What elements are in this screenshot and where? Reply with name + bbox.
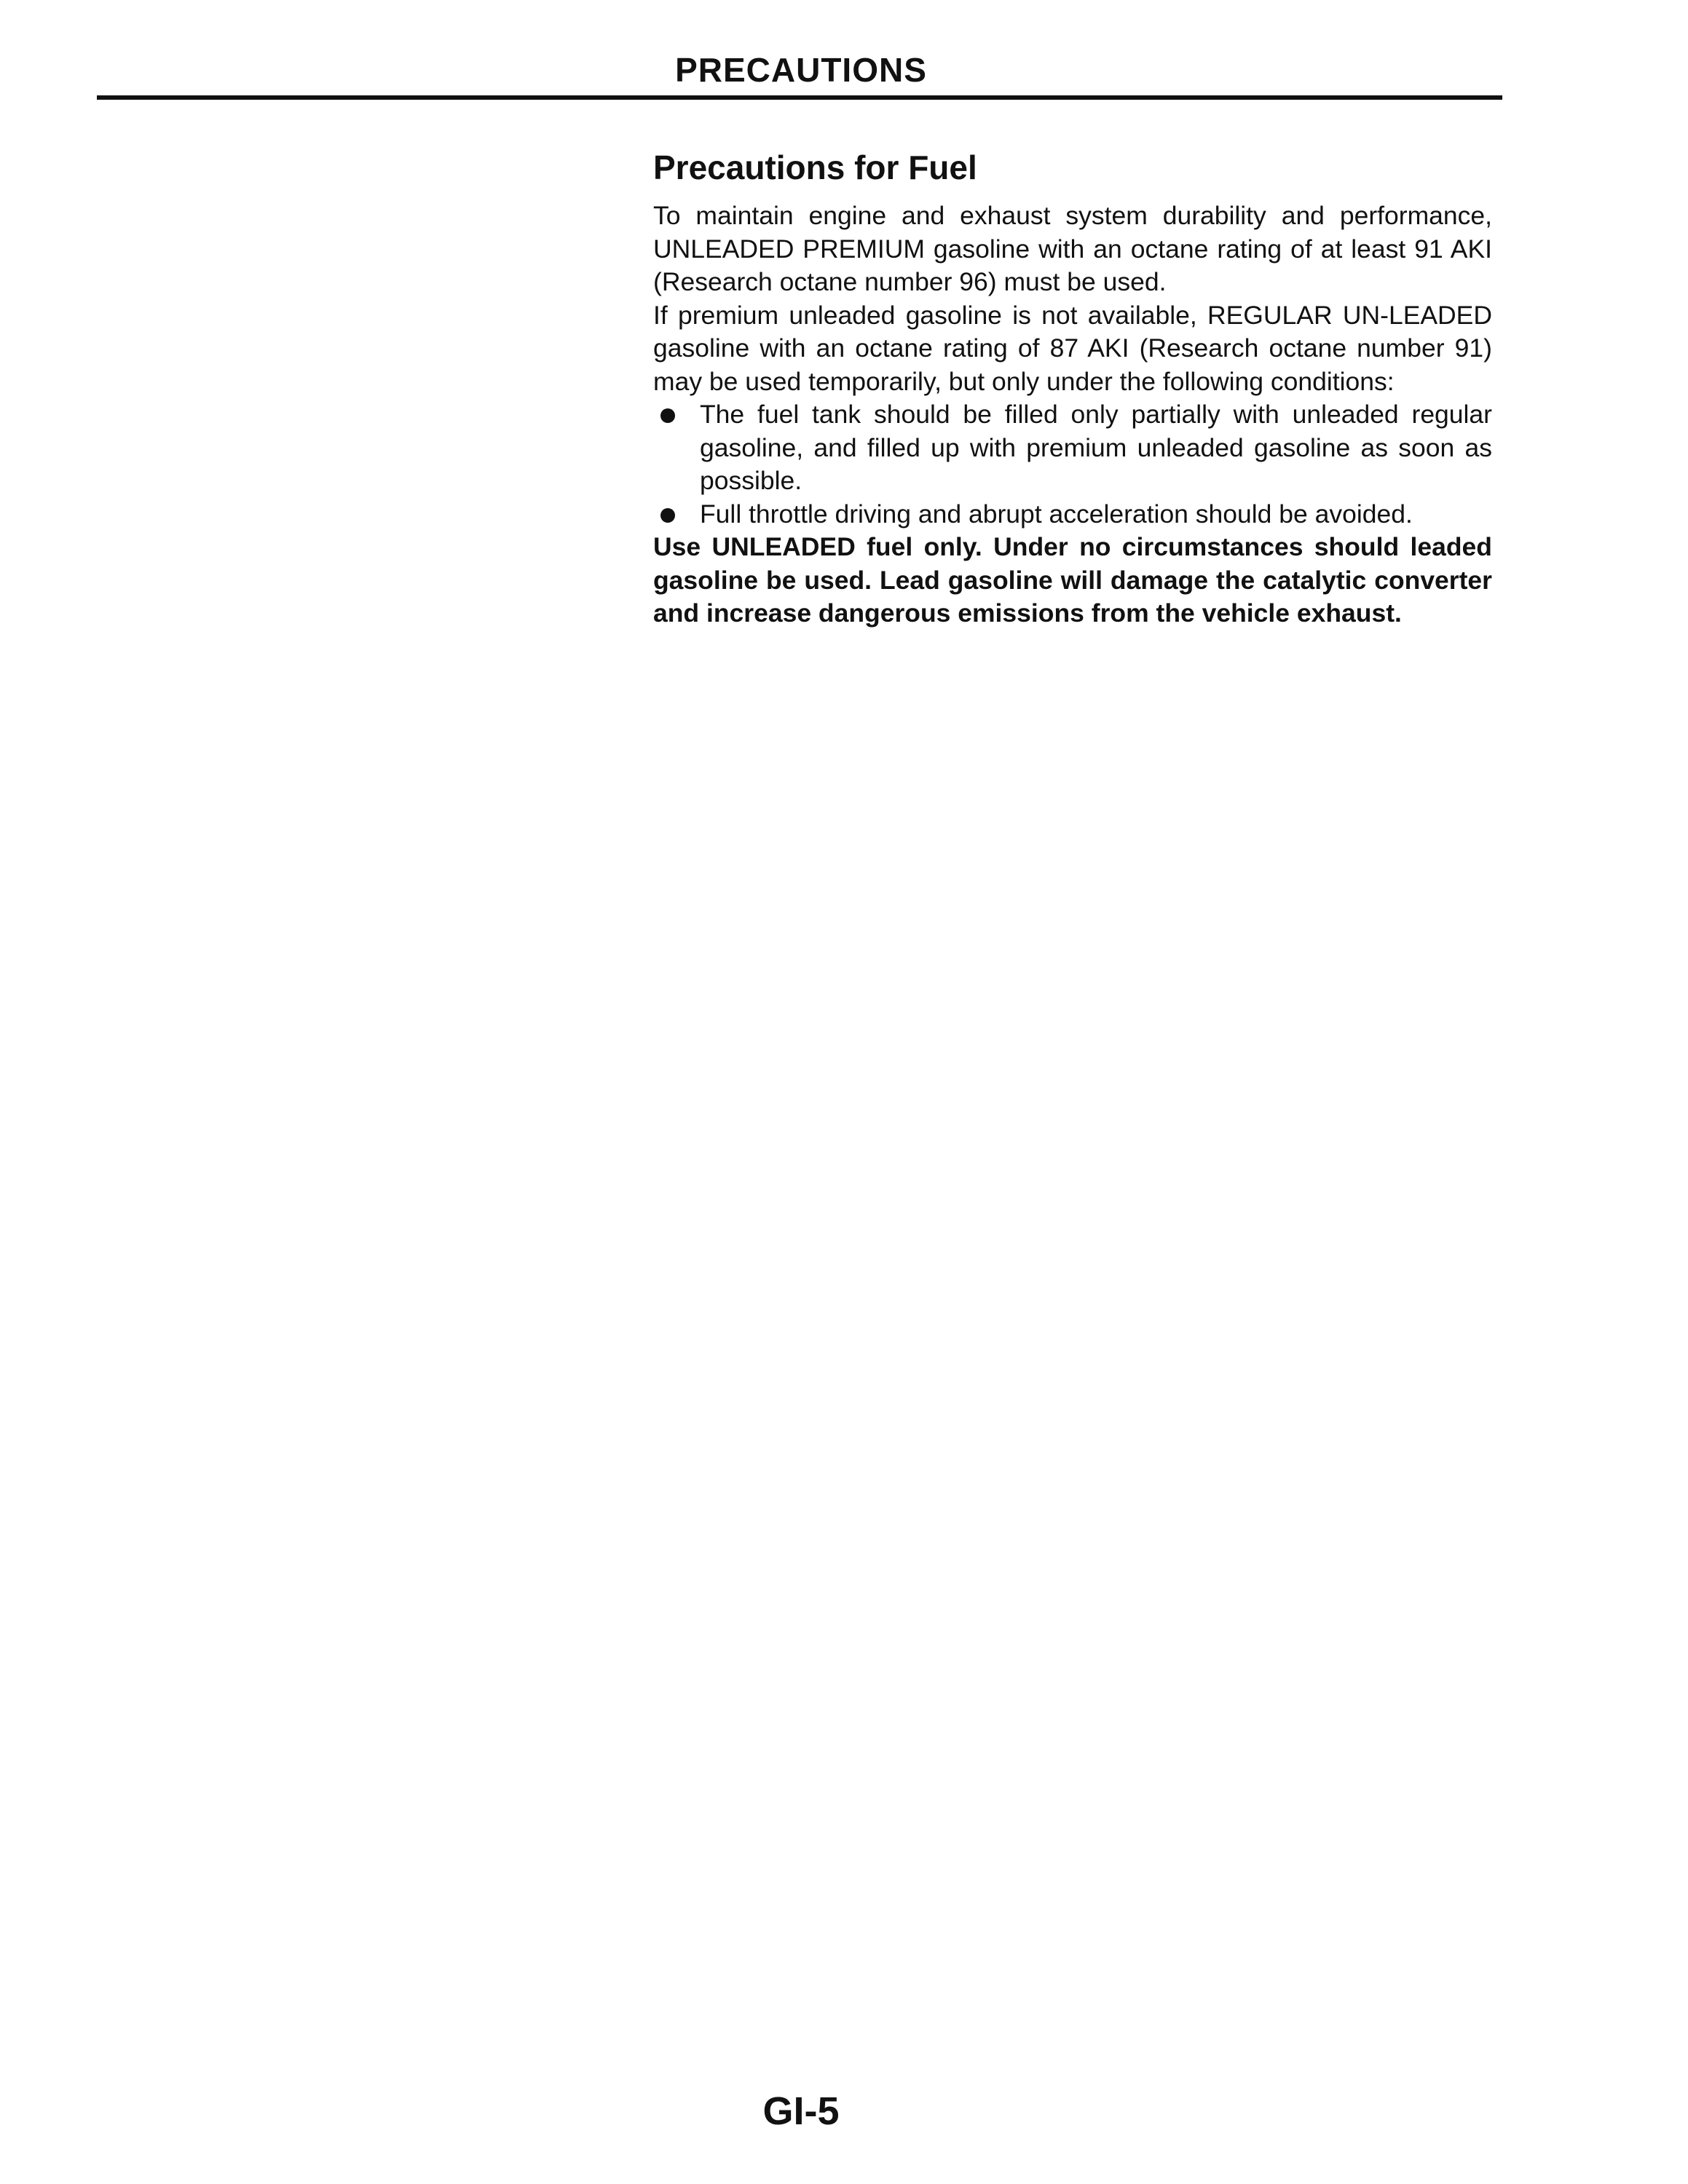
page-header-title: PRECAUTIONS xyxy=(675,51,927,89)
main-content xyxy=(653,143,1492,630)
list-item-text: Full throttle driving and abrupt acceleration should be avoided. xyxy=(700,499,1413,529)
section-title: Precautions for Fuel xyxy=(653,149,977,186)
bullet-dot-icon xyxy=(660,408,675,423)
conditions-list xyxy=(653,398,1492,531)
bullet-dot-icon xyxy=(660,508,675,523)
unleaded-fuel-warning: Use UNLEADED fuel only. Under no circumstances should leaded gasoline be used. Lead gasoline will damage the catalytic converter and increase dangerous emissions from the vehicle exhaust. xyxy=(653,532,1492,628)
paragraph-regular-fuel-conditions: If premium unleaded gasoline is not available, REGULAR UN-LEADED gasoline with an octane rating of 87 AKI (Research octane number 91) may be used temporarily, but only under the following conditions: xyxy=(653,300,1492,396)
list-item xyxy=(653,398,1492,498)
page-number: GI-5 xyxy=(762,2089,840,2133)
paragraph-fuel-requirement: To maintain engine and exhaust system durability and performance, UNLEADED PREMIUM gasoline with an octane rating of at least 91 AKI (Research octane number 96) must be used. xyxy=(653,201,1492,296)
header-divider xyxy=(97,95,1502,100)
list-item xyxy=(653,498,1492,531)
list-item-text: The fuel tank should be filled only partially with unleaded regular gasoline, and filled up with premium unleaded gasoline as soon as possible. xyxy=(700,400,1492,495)
